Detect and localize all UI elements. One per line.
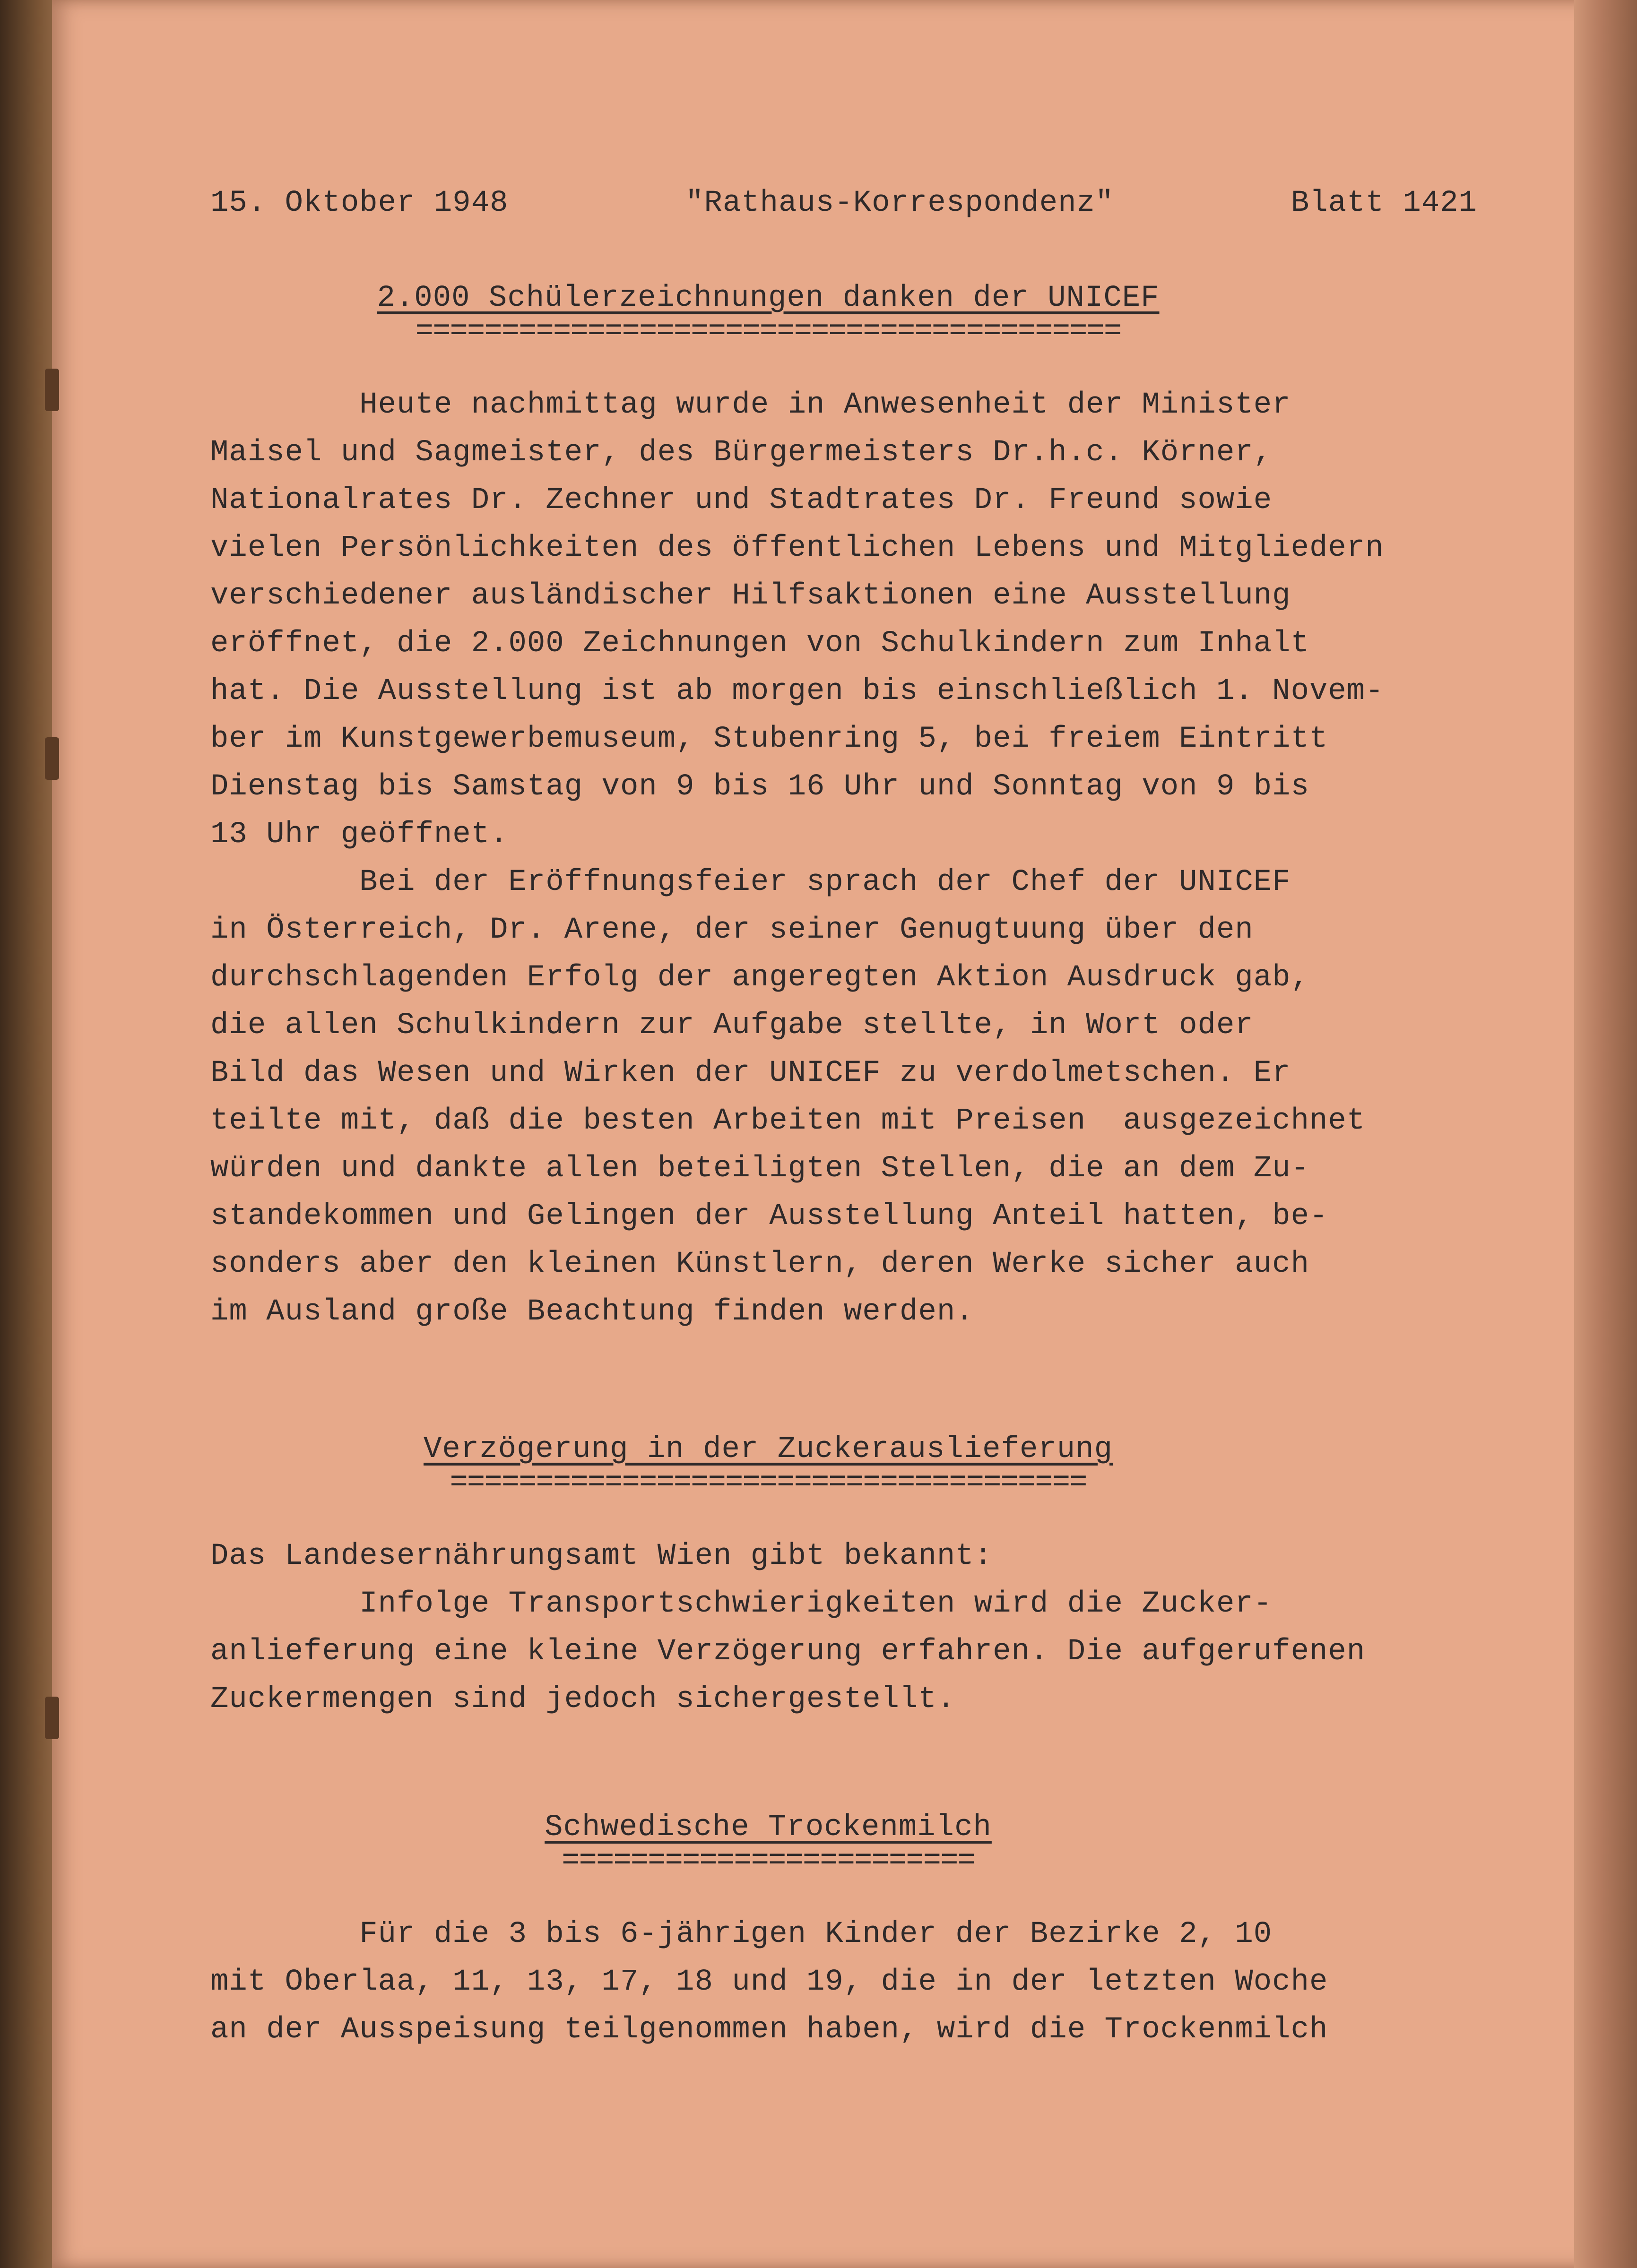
text-line: Für die 3 bis 6-jährigen Kinder der Bezirke 2, 10	[210, 1917, 1273, 1951]
text-line: in Österreich, Dr. Arene, der seiner Genugtuung über den	[210, 913, 1254, 947]
text-line: Dienstag bis Samstag von 9 bis 16 Uhr und Sonntag von 9 bis	[210, 770, 1309, 804]
article-title-sugar-delay: Verzögerung in der Zuckerauslieferung	[423, 1432, 1113, 1466]
text-line: Bild das Wesen und Wirken der UNICEF zu verdolmetschen. Er	[210, 1056, 1291, 1090]
text-line: sonders aber den kleinen Künstlern, deren Werke sicher auch	[210, 1247, 1309, 1281]
article-body-unicef	[210, 381, 1506, 1336]
text-line: teilte mit, daß die besten Arbeiten mit Preisen ausgezeichnet	[210, 1104, 1366, 1138]
text-line: Maisel und Sagmeister, des Bürgermeisters Dr.h.c. Körner,	[210, 436, 1273, 470]
typed-text-body	[210, 180, 1506, 2054]
text-line: mit Oberlaa, 11, 13, 17, 18 und 19, die in der letzten Woche	[210, 1965, 1328, 1999]
text-line: würden und dankte allen beteiligten Stellen, die an dem Zu-	[210, 1152, 1309, 1186]
text-line: standekommen und Gelingen der Ausstellung Anteil hatten, be-	[210, 1199, 1328, 1233]
text-line: eröffnet, die 2.000 Zeichnungen von Schulkindern zum Inhalt	[210, 627, 1309, 661]
text-line: hat. Die Ausstellung ist ab morgen bis einschließlich 1. Novem-	[210, 674, 1384, 708]
article-title-dry-milk: Schwedische Trockenmilch	[545, 1811, 992, 1845]
text-line: Bei der Eröffnungsfeier sprach der Chef der UNICEF	[210, 865, 1291, 899]
text-line: anlieferung eine kleine Verzögerung erfahren. Die aufgerufenen	[210, 1635, 1366, 1669]
page-edge-stack	[1574, 0, 1637, 2268]
text-line: Das Landesernährungsamt Wien gibt bekannt:	[210, 1539, 993, 1573]
article-body-sugar-delay	[210, 1533, 1506, 1724]
text-line: 13 Uhr geöffnet.	[210, 818, 509, 852]
text-line: vielen Persönlichkeiten des öffentlichen Lebens und Mitgliedern	[210, 531, 1384, 565]
text-line: Heute nachmittag wurde in Anwesenheit der Minister	[210, 388, 1291, 422]
page-header	[210, 180, 1477, 227]
article-title-unicef: 2.000 Schülerzeichnungen danken der UNICEF	[377, 281, 1160, 315]
text-line: die allen Schulkindern zur Aufgabe stellte, in Wort oder	[210, 1009, 1254, 1043]
header-publication: "Rathaus-Korrespondenz"	[685, 186, 1114, 220]
article-body-dry-milk	[210, 1911, 1506, 2054]
text-line: Zuckermengen sind jedoch sichergestellt.	[210, 1682, 956, 1716]
binding-staple	[45, 1697, 59, 1739]
text-line: an der Ausspeisung teilgenommen haben, wird die Trockenmilch	[210, 2013, 1328, 2047]
title-double-underline: ========================	[562, 1844, 975, 1878]
title-double-underline: =====================================	[450, 1466, 1087, 1500]
title-double-underline: =========================================	[415, 315, 1121, 349]
binding-staple	[45, 369, 59, 411]
text-line: verschiedener ausländischer Hilfsaktionen eine Ausstellung	[210, 579, 1291, 613]
header-sheet-number: Blatt 1421	[1291, 186, 1477, 220]
binding-staple	[45, 737, 59, 780]
text-line: ber im Kunstgewerbemuseum, Stubenring 5, bei freiem Eintritt	[210, 722, 1328, 756]
header-date: 15. Oktober 1948	[210, 186, 509, 220]
text-line: Nationalrates Dr. Zechner und Stadtrates Dr. Freund sowie	[210, 483, 1273, 517]
text-line: im Ausland große Beachtung finden werden.	[210, 1295, 974, 1329]
text-line: durchschlagenden Erfolg der angeregten Aktion Ausdruck gab,	[210, 961, 1309, 995]
text-line: Infolge Transportschwierigkeiten wird die Zucker-	[210, 1587, 1273, 1621]
